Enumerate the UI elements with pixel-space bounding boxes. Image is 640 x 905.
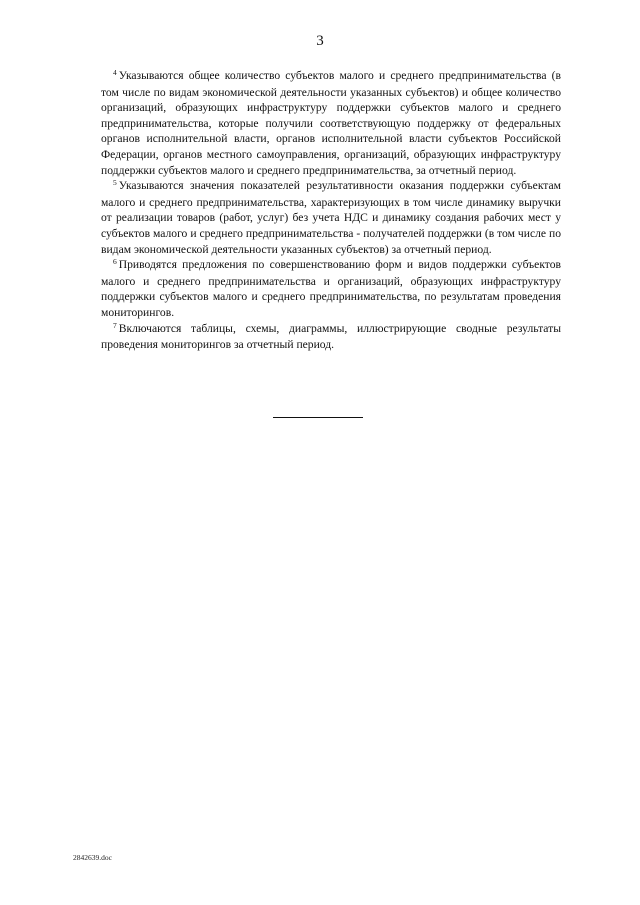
footnote-4 bbox=[101, 68, 561, 178]
document-file-name: 2842639.doc bbox=[73, 853, 112, 862]
footnote-text: Приводятся предложения по совершенствованию форм и видов поддержки субъектов малого и среднего предпринимательства и организаций, образующих инфраструктуру поддержки субъектов малого и среднего предпринимательства, по результатам проведения мониторингов. bbox=[101, 258, 561, 319]
page-number: 3 bbox=[316, 33, 324, 49]
footnote-marker: 4 bbox=[113, 68, 117, 77]
footnote-marker: 5 bbox=[113, 178, 117, 188]
footnote-marker: 7 bbox=[113, 320, 117, 330]
end-separator-line bbox=[273, 417, 363, 418]
footnote-marker: 6 bbox=[113, 257, 117, 267]
footnotes-block bbox=[101, 68, 561, 353]
footnote-7 bbox=[101, 321, 561, 353]
footnote-text: Указываются значения показателей результативности оказания поддержки субъектам малого и среднего предпринимательства, характеризующих в том числе динамику выручки от реализации товаров (работ, услуг) без учета НДС и динамику создания рабочих мест у субъектов малого и среднего предпринимательства - получателей поддержки (в том числе по видам экономической деятельности указанных субъектов) за отчетный период. bbox=[101, 179, 561, 256]
footnote-5 bbox=[101, 178, 561, 257]
footnote-text: Указываются общее количество субъектов малого и среднего предпринимательства (в том числе по видам экономической деятельности указанных субъектов) и общее количество организаций, образующих инфраструктуру поддержки субъектов малого и среднего предпринимательства, которые получили соответствующую поддержку от федеральных органов исполнительной власти, органов исполнительной власти субъектов Российской Федерации, органов местного самоуправления, организаций, образующих инфраструктуру поддержки субъектов малого и среднего предпринимательства, за отчетный период. bbox=[101, 69, 561, 177]
footnote-text: Включаются таблицы, схемы, диаграммы, иллюстрирующие сводные результаты проведения мониторингов за отчетный период. bbox=[101, 321, 561, 352]
footnote-6 bbox=[101, 257, 561, 320]
